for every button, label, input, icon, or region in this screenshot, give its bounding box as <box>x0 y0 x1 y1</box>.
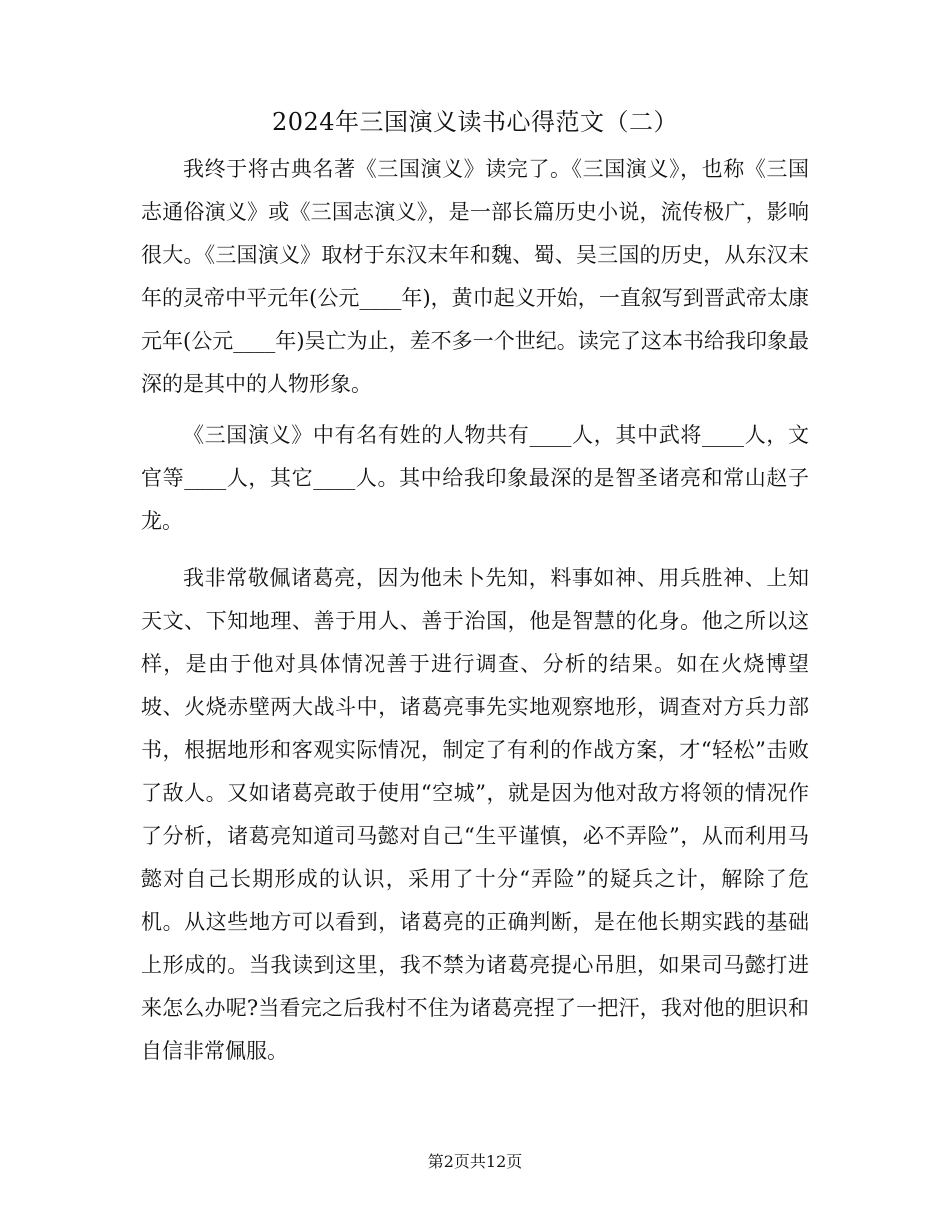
page-number-footer: 第2页共12页 <box>427 1152 523 1171</box>
paragraph-2: 《三国演义》中有名有姓的人物共有____人，其中武将____人，文官等____人，其它____人。其中给我印象最深的是智圣诸亮和常山赵子龙。 <box>141 423 809 533</box>
document-title: 2024年三国演义读书心得范文（二） <box>271 108 679 136</box>
paragraph-1: 我终于将古典名著《三国演义》读完了。《三国演义》，也称《三国志通俗演义》或《三国志演义》，是一部长篇历史小说，流传极广，影响很大。《三国演义》取材于东汉末年和魏、蜀、吴三国的历史，从东汉末年的灵帝中平元年(公元____年)，黄巾起义开始，一直叙写到晋武帝太康元年(公元____年)吴亡为止，差不多一个世纪。读完了这本书给我印象最深的是其中的人物形象。 <box>141 157 809 396</box>
paragraph-3: 我非常敬佩诸葛亮，因为他未卜先知，料事如神、用兵胜神、上知天文、下知地理、善于用人、善于治国，他是智慧的化身。他之所以这样，是由于他对具体情况善于进行调查、分析的结果。如在火烧博望坡、火烧赤壁两大战斗中，诸葛亮事先实地观察地形，调查对方兵力部书，根据地形和客观实际情况，制定了有利的作战方案，才“轻松”击败了敌人。又如诸葛亮敢于使用“空城”，就是因为他对敌方将领的情况作了分析，诸葛亮知道司马懿对自己“生平谨慎，必不弄险”，从而利用马懿对自己长期形成的认识，采用了十分“弄险”的疑兵之计，解除了危机。从这些地方可以看到，诸葛亮的正确判断，是在他长期实践的基础上形成的。当我读到这里，我不禁为诸葛亮提心吊胆，如果司马懿打进来怎么办呢?当看完之后我村不住为诸葛亮捏了一把汗，我对他的胆识和自信非常佩服。 <box>141 566 809 1063</box>
document-body <box>141 148 809 1073</box>
